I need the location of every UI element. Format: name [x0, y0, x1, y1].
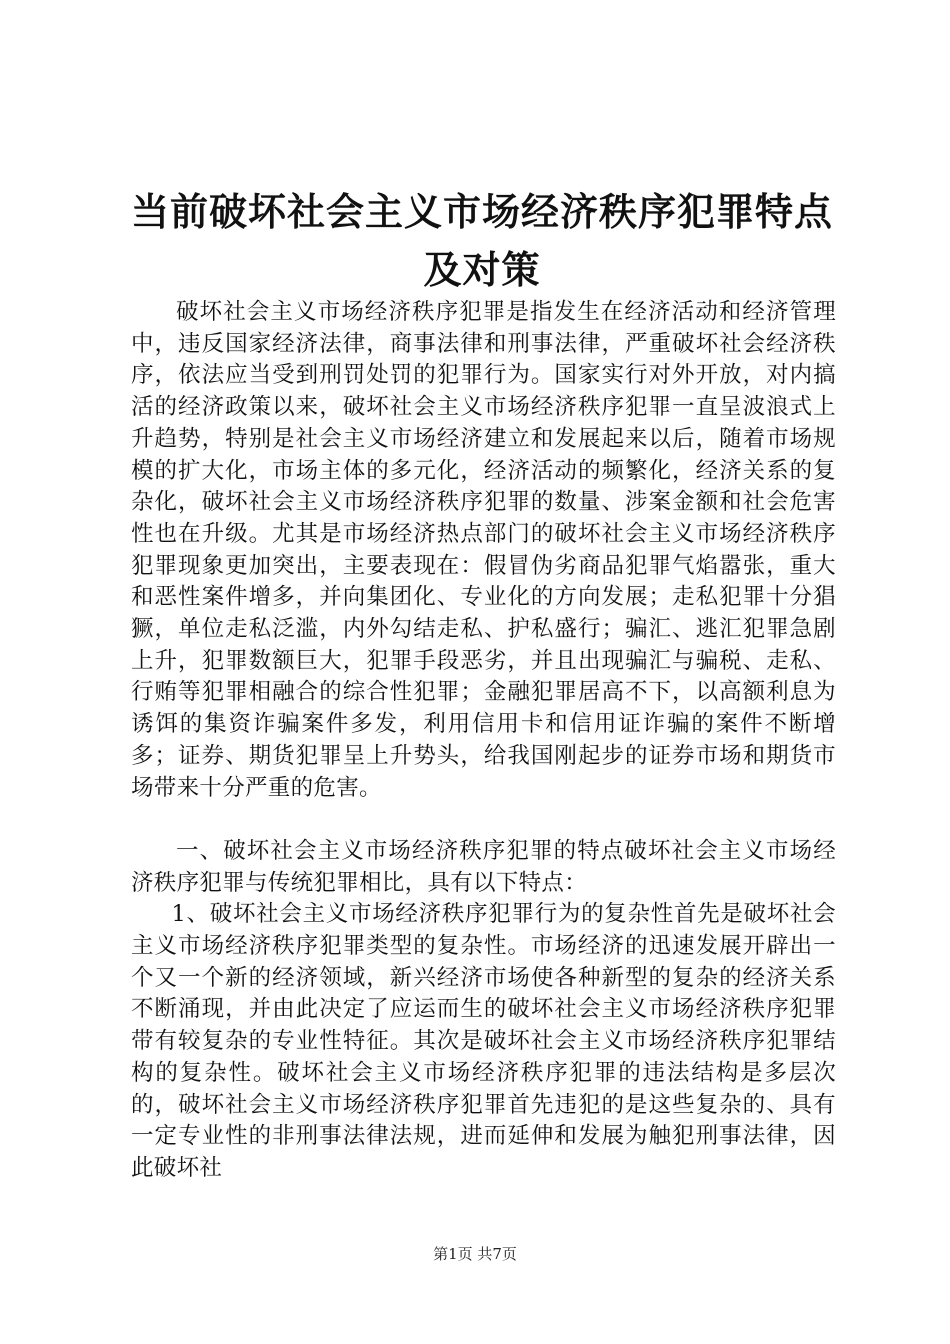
paragraph-section-heading: 一、破坏社会主义市场经济秩序犯罪的特点破坏社会主义市场经济秩序犯罪与传统犯罪相比，具有以下特点： — [131, 837, 836, 896]
page-number-footer: 第1页 共7页 — [433, 1245, 517, 1263]
document-title: 当前破坏社会主义市场经济秩序犯罪特点及对策 — [130, 190, 833, 292]
paragraph-point-one: 1、破坏社会主义市场经济秩序犯罪行为的复杂性首先是破坏社会主义市场经济秩序犯罪类型的复杂性。市场经济的迅速发展开辟出一个又一个新的经济领域，新兴经济市场使各种新型的复杂的经济关系不断涌现，并由此决定了应运而生的破坏社会主义市场经济秩序犯罪带有较复杂的专业性特征。其次是破坏社会主义市场经济秩序犯罪结构的复杂性。破坏社会主义市场经济秩序犯罪的违法结构是多层次的，破坏社会主义市场经济秩序犯罪首先违犯的是这些复杂的、具有一定专业性的非刑事法律法规，进而延伸和发展为触犯刑事法律，因此破坏社 — [131, 901, 836, 1181]
paragraph-intro: 破坏社会主义市场经济秩序犯罪是指发生在经济活动和经济管理中，违反国家经济法律，商事法律和刑事法律，严重破坏社会经济秩序，依法应当受到刑罚处罚的犯罪行为。国家实行对外开放，对内搞活的经济政策以来，破坏社会主义市场经济秩序犯罪一直呈波浪式上升趋势，特别是社会主义市场经济建立和发展起来以后，随着市场规模的扩大化，市场主体的多元化，经济活动的频繁化，经济关系的复杂化，破坏社会主义市场经济秩序犯罪的数量、涉案金额和社会危害性也在升级。尤其是市场经济热点部门的破坏社会主义市场经济秩序犯罪现象更加突出，主要表现在：假冒伪劣商品犯罪气焰嚣张，重大和恶性案件增多，并向集团化、专业化的方向发展；走私犯罪十分猖獗，单位走私泛滥，内外勾结走私、护私盛行；骗汇、逃汇犯罪急剧上升，犯罪数额巨大，犯罪手段恶劣，并且出现骗汇与骗税、走私、行贿等犯罪相融合的综合性犯罪；金融犯罪居高不下，以高额利息为诱饵的集资诈骗案件多发，利用信用卡和信用证诈骗的案件不断增多；证券、期货犯罪呈上升势头，给我国刚起步的证券市场和期货市场带来十分严重的危害。 — [131, 299, 836, 801]
document-body — [131, 297, 836, 1185]
